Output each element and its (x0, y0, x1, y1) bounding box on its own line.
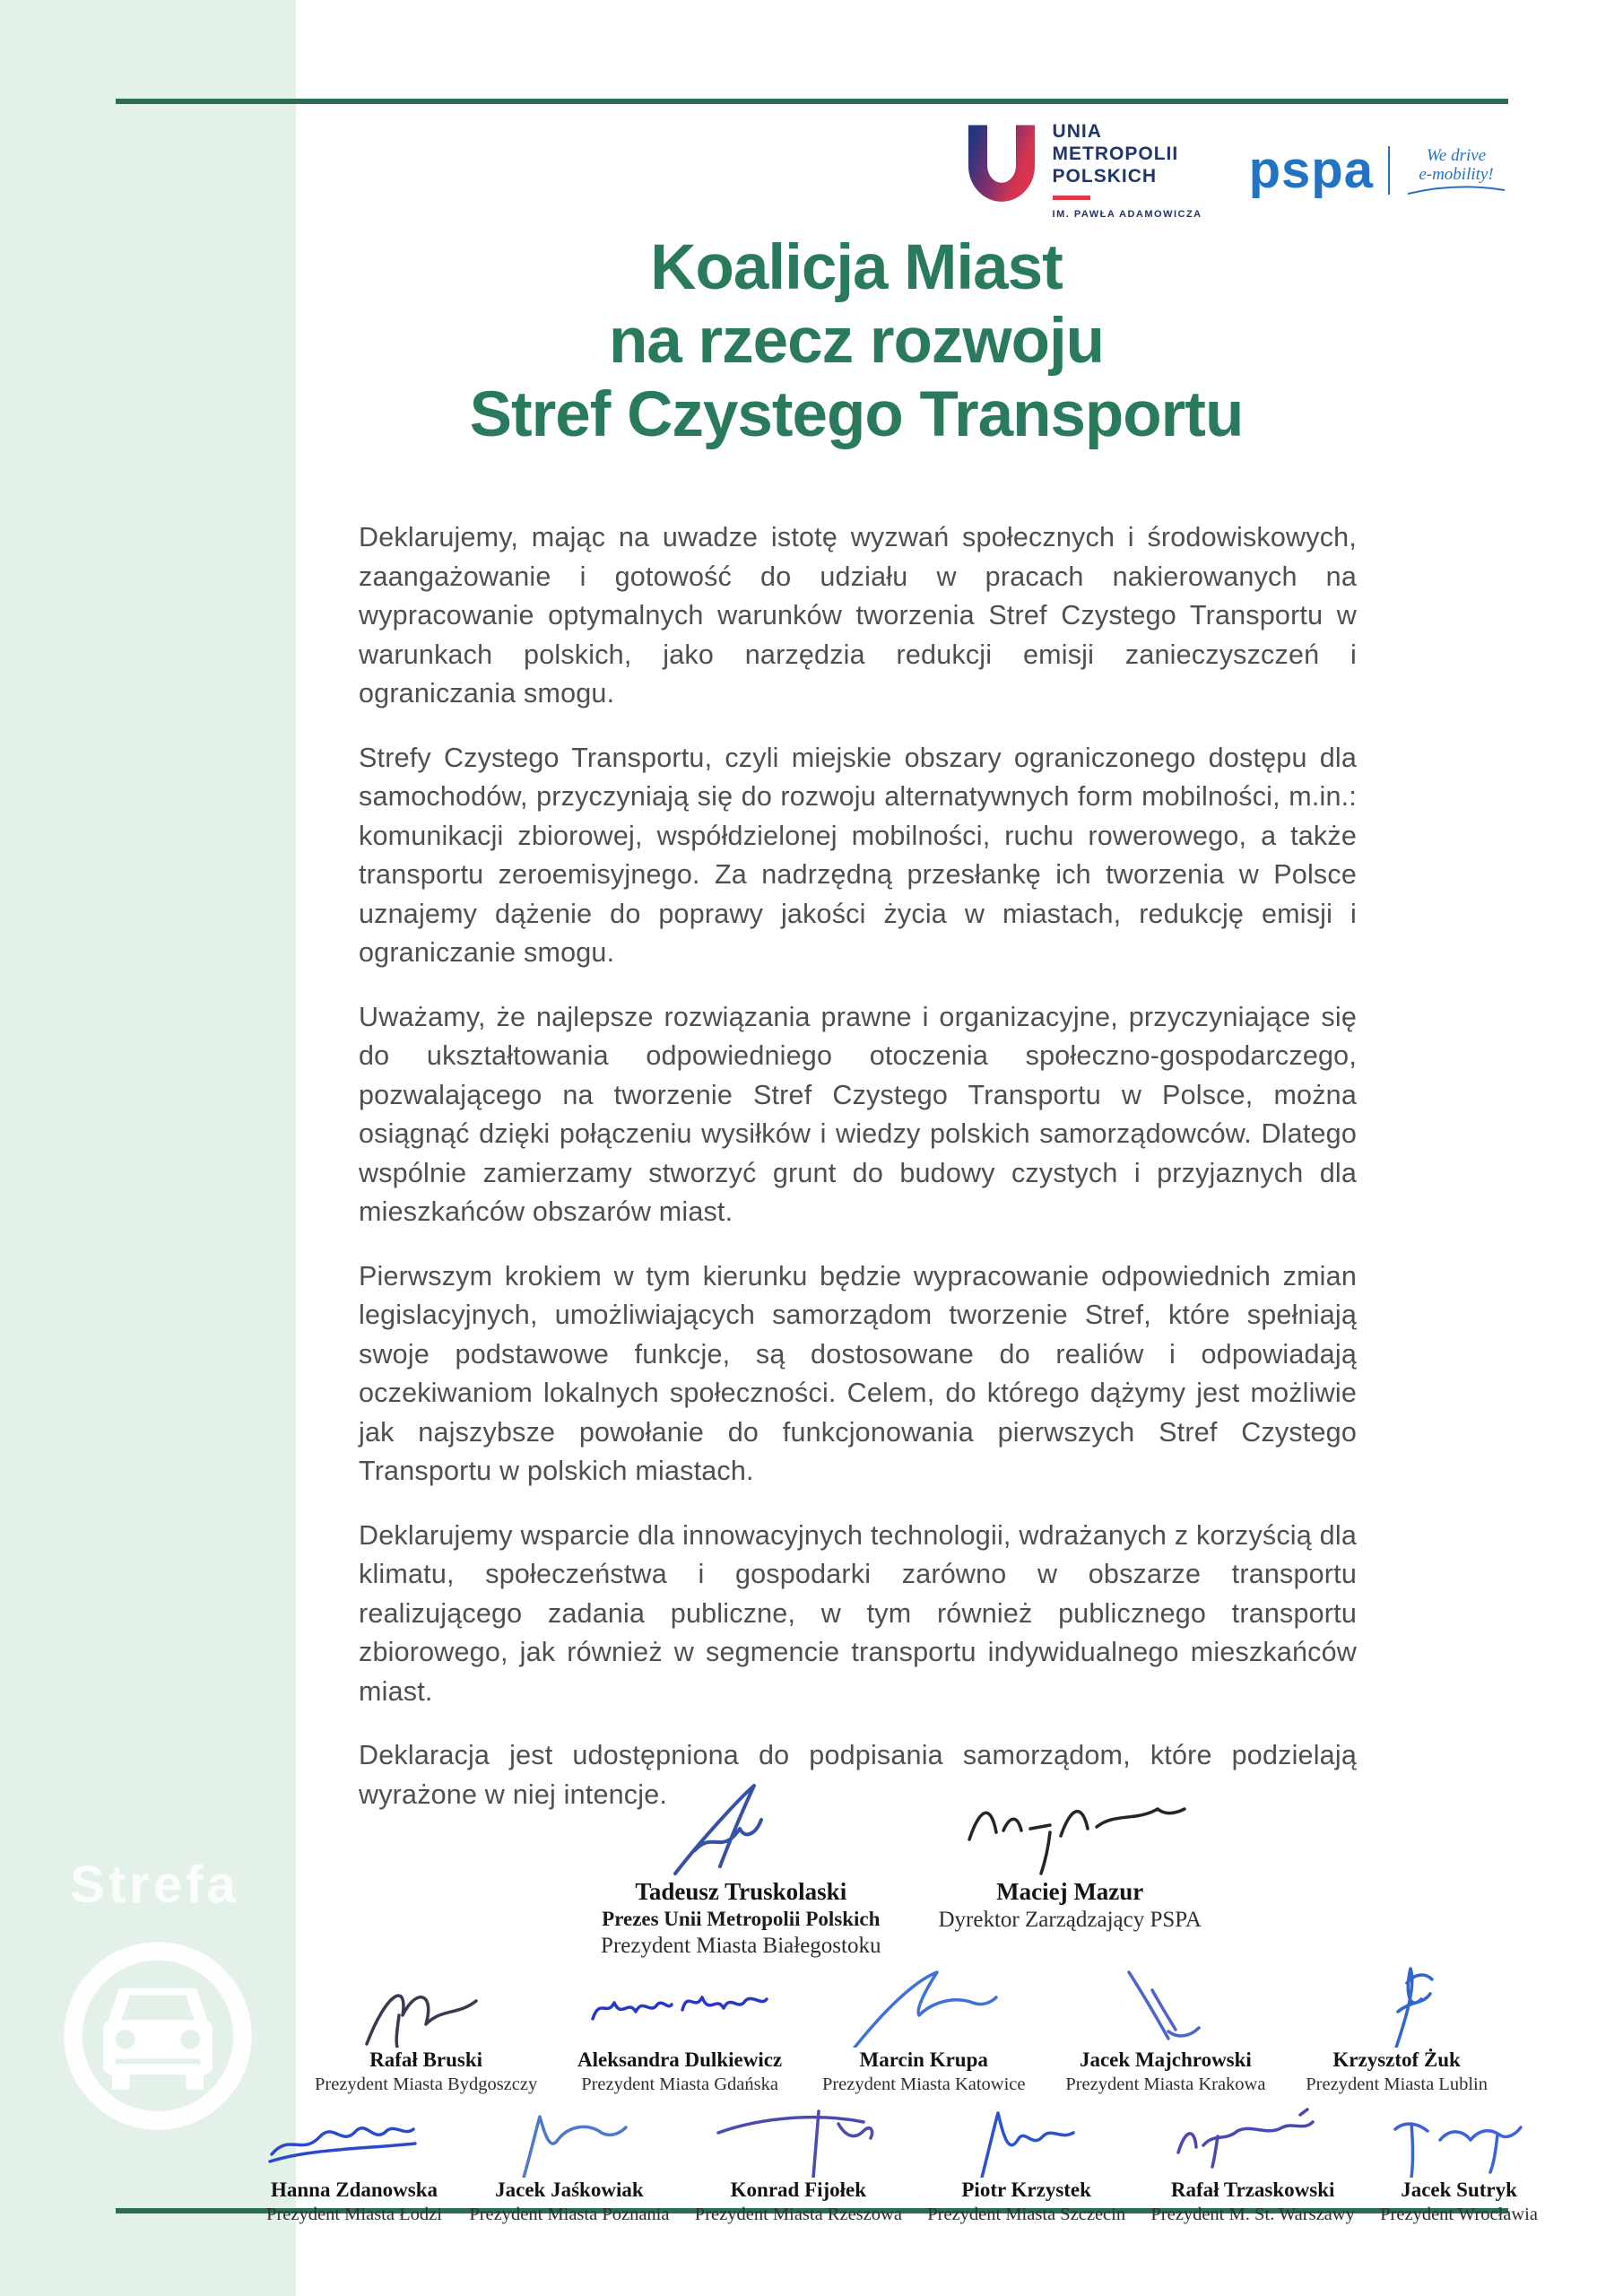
signature-jacek-sutryk (1383, 2106, 1535, 2178)
signatory-title: Prezydent Miasta Bydgoszczy (315, 2074, 538, 2094)
signatory-bruski (315, 1965, 537, 2097)
signatory-title: Prezydent Miasta Krakowa (1065, 2074, 1266, 2094)
signatory-title: Prezydent Miasta Szczecin (927, 2205, 1126, 2224)
signature-konrad-fijolek (713, 2106, 883, 2178)
signatory-name: Jacek Sutryk (1401, 2179, 1517, 2201)
signatory-krzystek (927, 2106, 1125, 2227)
signatory-sutryk (1380, 2106, 1538, 2227)
ump-wordmark (1053, 120, 1202, 220)
signature-jacek-jaskowiak (493, 2106, 646, 2178)
signatory-name: Rafał Bruski (369, 2048, 483, 2071)
paragraph-4: Pierwszym krokiem w tym kierunku będzie wypracowanie odpowiednich zmian legislacyjnych, umożliwiających samorządom tworzenie Stref, które spełniają swoje podstawowe funkcje, są dostosowane do realiów i odpowiadają oczekiwaniom lokalnych społeczności. Celem, do którego dążymy jest możliwie jak najszybsze powołanie do funkcjonowania pierwszych Stref Czystego Transportu w polskich miastach. (359, 1260, 1357, 1486)
signature-krzysztof-zuk (1321, 1965, 1473, 2048)
signature-rafal-trzaskowski (1167, 2106, 1338, 2178)
signature-aleksandra-dulkiewicz (586, 1965, 774, 2048)
title-line-2: na rzecz rozwoju (608, 306, 1105, 377)
paragraph-5: Deklarujemy wsparcie dla innowacyjnych technologii, wdrażanych z korzyścią dla klimatu, społeczeństwa i gospodarki zarówno w obszarze transportu realizującego zadania publiczne, w tym również publicznego transportu zbiorowego, jak również w segmencie transportu indywidualnego mieszkańców miast. (359, 1519, 1357, 1707)
signature-row-2 (265, 1965, 1538, 2097)
signature-row-1 (265, 1780, 1538, 1960)
signatory-name: Tadeusz Truskolaski (635, 1878, 847, 1905)
ump-red-underline (1053, 196, 1090, 200)
signatory-title: Prezydent Miasta Białegostoku (601, 1934, 881, 1958)
title-line-3: Stref Czystego Transportu (469, 379, 1244, 450)
declaration-body (359, 518, 1357, 1839)
car-icon (52, 1930, 264, 2142)
signatory-name: Jacek Jaśkowiak (495, 2179, 644, 2201)
signatory-title: Prezydent Miasta Lublin (1306, 2074, 1488, 2094)
signatory-zdanowska (265, 2106, 444, 2227)
ump-u-icon (967, 120, 1037, 203)
signatory-title: Prezydent Miasta Gdańska (581, 2074, 778, 2094)
signatory-title: Prezydent Miasta Poznania (469, 2205, 670, 2224)
signature-rafal-bruski (345, 1965, 507, 2048)
ump-logo (967, 120, 1202, 220)
signatory-title: Prezydent Miasta Rzeszowa (694, 2205, 902, 2224)
ump-name-line: POLSKICH (1052, 166, 1158, 187)
signature-marcin-krupa (838, 1965, 1009, 2048)
paragraph-3: Uważamy, że najlepsze rozwiązania prawne i organizacyjne, przyczyniające się do ukształtowania odpowiedniego otoczenia społeczno-gospodarczego, pozwalającego na tworzenie Stref Czystego Transportu w Polsce, można osiągnąć dzięki połączeniu wysiłków i wiedzy polskich samorządowców. Dlatego wspólnie zamierzamy stworzyć grunt do budowy czystych i przyjaznych dla mieszkańców obszarów miast. (359, 1001, 1357, 1227)
signatory-krupa (822, 1965, 1026, 2097)
paragraph-6: Deklaracja jest udostępniona do podpisania samorządom, które podzielają wyrażone w niej intencje. (359, 1740, 1357, 1810)
pspa-tagline-line: We drive (1426, 145, 1487, 165)
signatory-name: Krzysztof Żuk (1332, 2048, 1461, 2071)
signatory-name: Maciej Mazur (996, 1878, 1144, 1905)
pspa-wordmark: pspa (1248, 140, 1374, 199)
pspa-tagline-line: e-mobility! (1419, 164, 1494, 184)
signatory-jaskowiak (469, 2106, 669, 2227)
tagline-swoosh-icon (1402, 186, 1510, 195)
signatory-name: Konrad Fijołek (730, 2179, 867, 2201)
signatory-trzaskowski (1150, 2106, 1354, 2227)
signatory-mazur (939, 1780, 1202, 1960)
ump-subtitle: IM. PAWŁA ADAMOWICZA (1052, 209, 1202, 220)
signatory-fijolek (695, 2106, 902, 2227)
title-line-1: Koalicja Miast (650, 232, 1063, 303)
signatory-truskolaski (601, 1780, 881, 1960)
signature-row-3 (265, 2106, 1538, 2227)
signature-piotr-krzystek (955, 2106, 1098, 2178)
document-title (313, 231, 1400, 452)
clean-transport-zone-sign (52, 1930, 264, 2142)
top-divider-rule (116, 99, 1508, 104)
pspa-logo (1248, 140, 1510, 199)
signatory-dulkiewicz (577, 1965, 782, 2097)
signatory-name: Hanna Zdanowska (271, 2179, 438, 2201)
signatory-title: Dyrektor Zarządzający PSPA (938, 1908, 1202, 1932)
signatory-name: Aleksandra Dulkiewicz (577, 2048, 783, 2071)
signatory-title: Prezydent Miasta Katowice (821, 2074, 1026, 2094)
ump-name-line: METROPOLII (1052, 144, 1179, 164)
signature-maciej-mazur (944, 1780, 1195, 1877)
paragraph-2: Strefy Czystego Transportu, czyli miejskie obszary ograniczonego dostępu dla samochodów, przyczyniają się do rozwoju alternatywnych form mobilności, m.in.: komunikacji zbiorowej, współdzielonej mobilności, ruchu rowerowego, a także transportu zeroemisyjnego. Za nadrzędną przesłankę ich tworzenia w Polsce uznajemy dążenie do poprawy jakości życia w miastach, redukcję emisji i ograniczanie smogu. (359, 742, 1357, 968)
signatory-title: Prezydent Wrocławia (1380, 2205, 1538, 2224)
signatory-title: Prezes Unii Metropolii Polskich (602, 1908, 881, 1930)
signatures-section (265, 1780, 1538, 2227)
signature-tadeusz-truskolaski (629, 1780, 853, 1877)
signatory-name: Marcin Krupa (859, 2048, 988, 2071)
signatory-name: Jacek Majchrowski (1079, 2048, 1252, 2071)
signature-jacek-majchrowski (1089, 1965, 1242, 2048)
signatory-title: Prezydent Miasta Łodzi (266, 2205, 442, 2224)
signatory-majchrowski (1065, 1965, 1265, 2097)
signatory-zuk (1306, 1965, 1488, 2097)
ump-name-line: UNIA (1052, 121, 1102, 142)
pspa-divider (1388, 146, 1390, 195)
signatory-name: Piotr Krzystek (961, 2179, 1091, 2201)
strefa-watermark-label: Strefa (70, 1856, 239, 1914)
signatory-name: Rafał Trzaskowski (1170, 2179, 1335, 2201)
pspa-tagline (1402, 146, 1510, 195)
signatory-title: Prezydent M. St. Warszawy (1150, 2205, 1355, 2224)
signature-hanna-zdanowska (265, 2106, 444, 2178)
paragraph-1: Deklarujemy, mając na uwadze istotę wyzwań społecznych i środowiskowych, zaangażowanie i gotowość do udziału w pracach nakierowanych na wypracowanie optymalnych warunków tworzenia Stref Czystego Transportu w warunkach polskich, jako narzędzia redukcji emisji zanieczyszczeń i ograniczania smogu. (359, 522, 1357, 709)
header-logos (967, 120, 1510, 220)
